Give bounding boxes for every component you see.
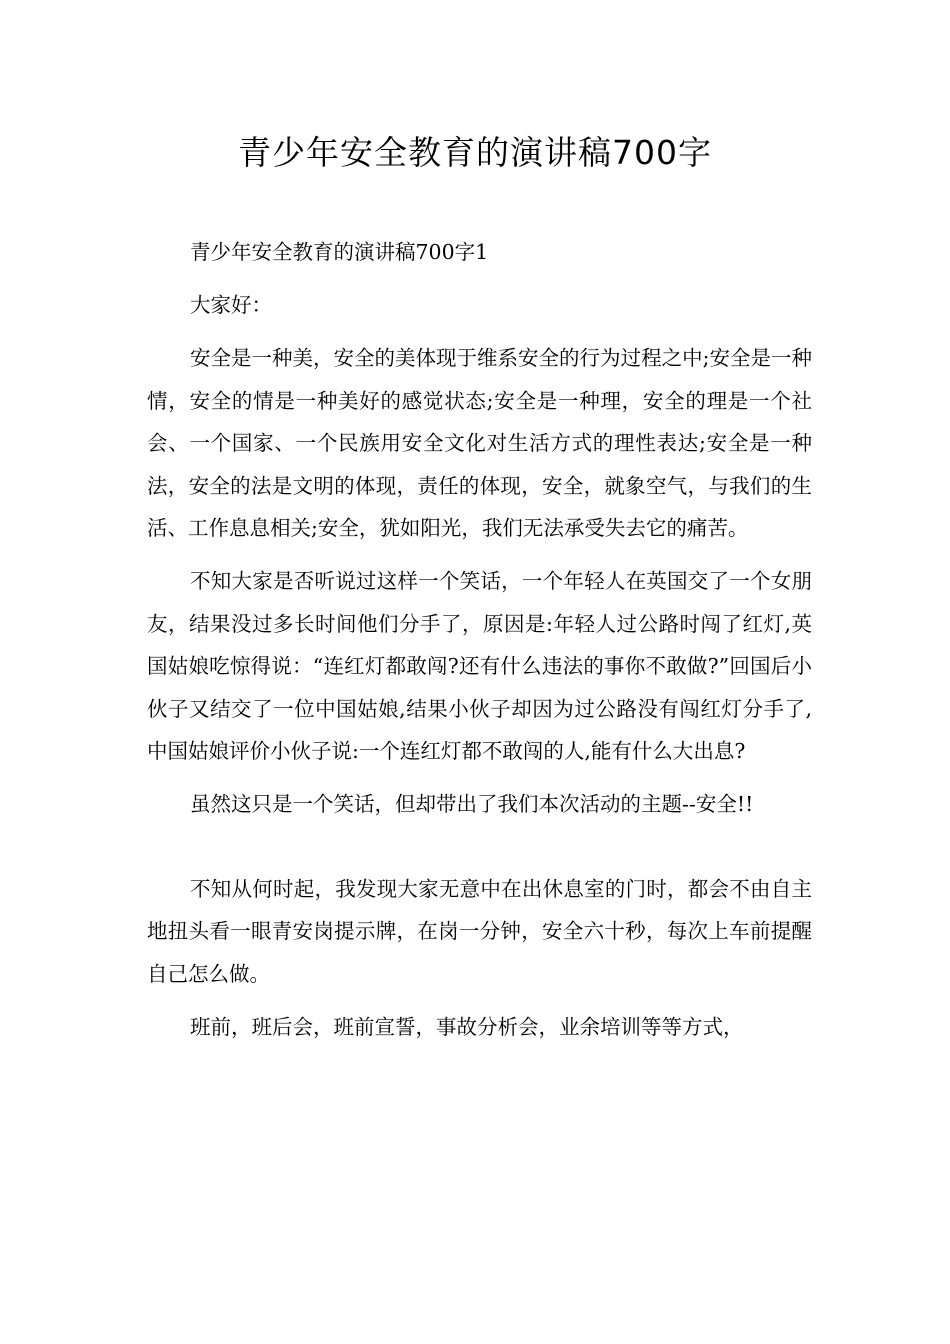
document-body — [147, 231, 812, 1059]
body-paragraph: 班前，班后会，班前宣誓，事故分析会，业余培训等等方式， — [190, 1014, 744, 1039]
body-paragraph: 不知从何时起，我发现大家无意中在出休息室的门时，都会不由自主地扭头看一眼青安岗提示牌，在岗一分钟，安全六十秒，每次上车前提醒自己怎么做。 — [147, 876, 812, 986]
subtitle-paragraph: 青少年安全教育的演讲稿700字1 — [190, 240, 489, 264]
greeting-paragraph: 大家好： — [190, 293, 272, 317]
body-paragraph: 虽然这只是一个笑话，但却带出了我们本次活动的主题--安全!! — [190, 792, 754, 816]
document-title: 青少年安全教育的演讲稿700字 — [238, 133, 712, 172]
body-paragraph: 安全是一种美，安全的美体现于维系安全的行为过程之中;安全是一种情，安全的情是一种美好的感觉状态;安全是一种理，安全的理是一个社会、一个国家、一个民族用安全文化对生活方式的理性表达;安全是一种法，安全的法是文明的体现，责任的体现，安全，就象空气，与我们的生活、工作息息相关;安全，犹如阳光，我们无法承受失去它的痛苦。 — [147, 346, 812, 540]
body-paragraph: 不知大家是否听说过这样一个笑话，一个年轻人在英国交了一个女朋友，结果没过多长时间他们分手了，原因是:年轻人过公路时闯了红灯,英国姑娘吃惊得说：“连红灯都敢闯?还有什么违法的事你不敢做?”回国后小伙子又结交了一位中国姑娘,结果小伙子却因为过公路没有闯红灯分手了,中国姑娘评价小伙子说:一个连红灯都不敢闯的人,能有什么大出息? — [147, 569, 812, 763]
